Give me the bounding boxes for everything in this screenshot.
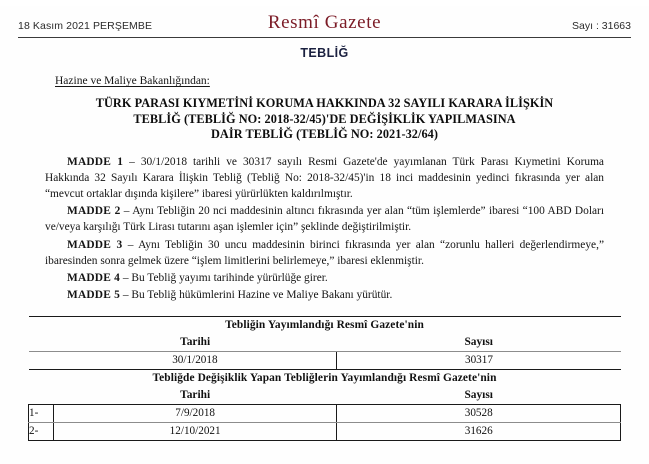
publication-history-table xyxy=(28,316,621,441)
publication-date: 18 Kasım 2021 PERŞEMBE xyxy=(18,20,153,32)
table-row xyxy=(29,352,621,370)
document-title xyxy=(40,96,609,143)
gazette-page xyxy=(0,6,649,464)
table-row xyxy=(29,387,621,405)
cell-number-original: 30317 xyxy=(337,352,621,370)
gazette-title: Resmî Gazete xyxy=(267,12,382,33)
row-index-blank xyxy=(29,352,54,370)
table-corner-blank xyxy=(29,334,54,352)
table-banner-original: Tebliğin Yayımlandığı Resmî Gazete'nin xyxy=(29,317,621,335)
table-row xyxy=(29,405,621,423)
article-4-dash: – xyxy=(119,271,132,284)
article-1-dash: – xyxy=(123,155,141,168)
masthead-divider xyxy=(18,37,631,38)
article-2-label: MADDE 2 xyxy=(67,205,121,218)
section-heading: TEBLİĞ xyxy=(300,46,349,60)
issue-number: Sayı : 31663 xyxy=(572,20,631,32)
article-1-text: 30/1/2018 tarihli ve 30317 sayılı Resmi Gazete'de yayımlanan Türk Parası Kıymetini Koruma Hakkında 32 Sayılı Karara İlişkin Tebliğ (Tebliğ No: 2018-32/45)'in 18 inci maddesinin yedinci fıkrasında yer alan “mevcut ortaklar dışında kişilere” ibaresi yürürlükten kaldırılmıştır. xyxy=(45,155,604,200)
article-4 xyxy=(45,270,604,286)
article-5 xyxy=(45,287,604,303)
table-row xyxy=(29,423,621,441)
article-4-label: MADDE 4 xyxy=(67,271,120,284)
article-1 xyxy=(45,154,604,203)
issuing-authority: Hazine ve Maliye Bakanlığından: xyxy=(55,75,210,87)
publication-history-table-wrapper xyxy=(28,316,621,441)
masthead xyxy=(18,6,631,36)
article-2-dash: – xyxy=(120,205,133,218)
table-row xyxy=(29,317,621,335)
table-corner-blank-2 xyxy=(29,387,54,405)
table-banner-amendments: Tebliğde Değişiklik Yapan Tebliğlerin Yayımlandığı Resmî Gazete'nin xyxy=(152,372,497,385)
article-3 xyxy=(45,237,604,269)
row-index-2: 2- xyxy=(29,423,54,441)
article-4-text: Bu Tebliğ yayımı tarihinde yürürlüğe girer. xyxy=(131,271,328,284)
article-1-label: MADDE 1 xyxy=(67,155,124,168)
column-header-number-original: Sayısı xyxy=(337,334,621,352)
column-header-number-amendments: Sayısı xyxy=(337,387,621,405)
document-title-line-3: DAİR TEBLİĞ (TEBLİĞ NO: 2021-32/64) xyxy=(211,127,438,141)
column-header-date-amendments: Tarihi xyxy=(53,387,337,405)
article-3-dash: – xyxy=(122,238,139,251)
articles-body xyxy=(45,154,604,304)
cell-date-original: 30/1/2018 xyxy=(53,352,337,370)
cell-date-amendment-1: 7/9/2018 xyxy=(53,405,337,423)
article-5-text: Bu Tebliğ hükümlerini Hazine ve Maliye Bakanı yürütür. xyxy=(131,289,393,302)
article-2-text: Aynı Tebliğin 20 nci maddesinin altıncı fıkrasında yer alan “tüm işlemlerde” ibaresi “100 ABD Doları ve/veya karşılığı Türk Lirası tutarını aşan işlemler için” şeklinde değiştirilmiştir. xyxy=(45,205,604,234)
row-index-1: 1- xyxy=(29,405,54,423)
article-5-dash: – xyxy=(119,289,132,302)
cell-number-amendment-1: 30528 xyxy=(337,405,621,423)
article-5-label: MADDE 5 xyxy=(67,289,120,302)
article-2 xyxy=(45,203,604,235)
document-title-line-2: TEBLİĞ (TEBLİĞ NO: 2018-32/45)'DE DEĞİŞİKLİK YAPILMASINA xyxy=(133,111,516,126)
cell-date-amendment-2: 12/10/2021 xyxy=(53,423,337,441)
table-row xyxy=(29,370,621,388)
column-header-date-original: Tarihi xyxy=(53,334,337,352)
article-3-text: Aynı Tebliğin 30 uncu maddesinin birinci fıkrasında yer alan “zorunlu halleri değerlendirmeye,” ibaresinden sonra gelmek üzere “işlem limitlerini belirlemeye,” ibaresi eklenmiştir. xyxy=(45,238,605,267)
table-row xyxy=(29,334,621,352)
article-3-label: MADDE 3 xyxy=(67,238,123,251)
document-title-line-1: TÜRK PARASI KIYMETİNİ KORUMA HAKKINDA 32 SAYILI KARARA İLİŞKİN xyxy=(95,96,554,110)
cell-number-amendment-2: 31626 xyxy=(337,423,621,441)
